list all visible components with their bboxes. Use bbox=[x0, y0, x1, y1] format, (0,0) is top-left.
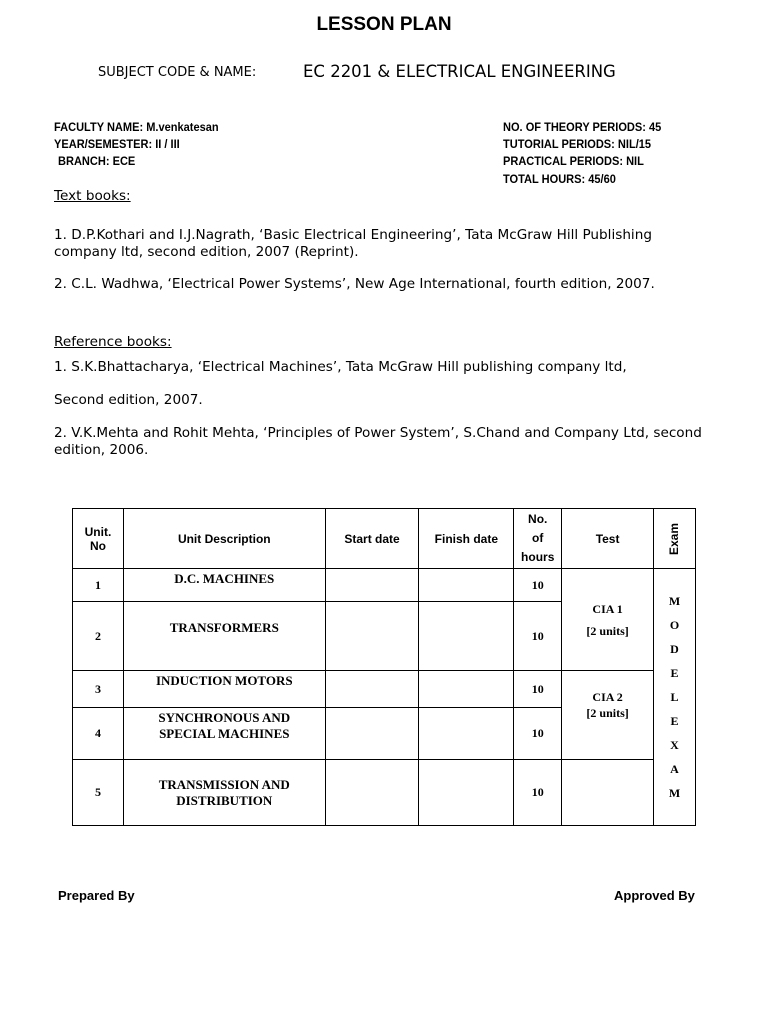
unit-no: 3 bbox=[73, 671, 124, 708]
page-title: LESSON PLAN bbox=[316, 14, 452, 35]
branch: BRANCH: ECE bbox=[58, 154, 136, 168]
model-exam-cell bbox=[653, 569, 695, 826]
unit-description: TRANSMISSION AND DISTRIBUTION bbox=[123, 760, 325, 826]
test-empty-cell bbox=[562, 760, 654, 826]
unit-no: 5 bbox=[73, 760, 124, 826]
text-book-1: 1. D.P.Kothari and I.J.Nagrath, ‘Basic Electrical Engineering’, Tata McGraw Hill Publishing company ltd, second edition, 2007 (Reprint). bbox=[54, 227, 652, 260]
header-exam: Exam bbox=[653, 509, 695, 569]
header-unit-description: Unit Description bbox=[123, 509, 325, 569]
unit-hours: 10 bbox=[514, 760, 562, 826]
approved-by: Approved By bbox=[614, 888, 695, 903]
test-cia-2: CIA 2 [2 units] bbox=[562, 671, 654, 760]
start-date-cell bbox=[325, 760, 419, 826]
unit-no: 1 bbox=[73, 569, 124, 602]
finish-date-cell bbox=[419, 708, 514, 760]
model-exam-letter: L bbox=[670, 690, 679, 704]
text-book-2: 2. C.L. Wadhwa, ‘Electrical Power Systems’, New Age International, fourth edition, 2007. bbox=[54, 276, 655, 292]
unit-hours: 10 bbox=[514, 708, 562, 760]
unit-no: 4 bbox=[73, 708, 124, 760]
unit-description: D.C. MACHINES bbox=[123, 569, 325, 602]
practical-periods: PRACTICAL PERIODS: NIL bbox=[503, 154, 644, 168]
start-date-cell bbox=[325, 708, 419, 760]
table-row bbox=[73, 671, 696, 708]
header-unit-no: Unit. No bbox=[73, 509, 124, 569]
start-date-cell bbox=[325, 602, 419, 671]
units-table bbox=[72, 508, 696, 826]
subject-label: SUBJECT CODE & NAME: bbox=[98, 65, 257, 80]
reference-books-heading: Reference books: bbox=[54, 334, 172, 350]
model-exam-letter: X bbox=[670, 738, 679, 752]
table-row bbox=[73, 569, 696, 602]
test-cia-1: CIA 1 [2 units] bbox=[562, 569, 654, 671]
unit-hours: 10 bbox=[514, 569, 562, 602]
finish-date-cell bbox=[419, 602, 514, 671]
model-exam-letter: A bbox=[670, 762, 679, 776]
finish-date-cell bbox=[419, 671, 514, 708]
model-exam-letter: E bbox=[670, 666, 679, 680]
faculty-name: FACULTY NAME: M.venkatesan bbox=[54, 120, 219, 134]
header-no-of-hours: No. of hours bbox=[514, 509, 562, 569]
header-start-date: Start date bbox=[325, 509, 419, 569]
unit-no: 2 bbox=[73, 602, 124, 671]
finish-date-cell bbox=[419, 760, 514, 826]
start-date-cell bbox=[325, 671, 419, 708]
model-exam-letter: D bbox=[670, 642, 679, 656]
start-date-cell bbox=[325, 569, 419, 602]
reference-book-2: 2. V.K.Mehta and Rohit Mehta, ‘Principles of Power System’, S.Chand and Company Ltd, second edition, 2006. bbox=[54, 425, 702, 458]
reference-book-1-edition: Second edition, 2007. bbox=[54, 392, 203, 408]
unit-hours: 10 bbox=[514, 671, 562, 708]
prepared-by: Prepared By bbox=[58, 888, 135, 903]
header-finish-date: Finish date bbox=[419, 509, 514, 569]
table-header-row bbox=[73, 509, 696, 569]
header-test: Test bbox=[562, 509, 654, 569]
model-exam-letter: O bbox=[669, 618, 680, 632]
finish-date-cell bbox=[419, 569, 514, 602]
subject-value: EC 2201 & ELECTRICAL ENGINEERING bbox=[303, 62, 616, 81]
text-books-heading: Text books: bbox=[54, 188, 131, 204]
unit-description: TRANSFORMERS bbox=[123, 602, 325, 671]
unit-description: INDUCTION MOTORS bbox=[123, 671, 325, 708]
model-exam-letter: M bbox=[668, 594, 681, 608]
tutorial-periods: TUTORIAL PERIODS: NIL/15 bbox=[503, 137, 652, 151]
theory-periods: NO. OF THEORY PERIODS: 45 bbox=[503, 120, 662, 134]
model-exam-letter: M bbox=[668, 786, 681, 800]
table-row bbox=[73, 760, 696, 826]
model-exam-letter: E bbox=[670, 714, 679, 728]
unit-description: SYNCHRONOUS AND SPECIAL MACHINES bbox=[123, 708, 325, 760]
unit-hours: 10 bbox=[514, 602, 562, 671]
reference-book-1: 1. S.K.Bhattacharya, ‘Electrical Machines’, Tata McGraw Hill publishing company ltd, bbox=[54, 359, 627, 375]
total-hours: TOTAL HOURS: 45/60 bbox=[503, 172, 616, 186]
year-semester: YEAR/SEMESTER: II / III bbox=[54, 137, 180, 151]
